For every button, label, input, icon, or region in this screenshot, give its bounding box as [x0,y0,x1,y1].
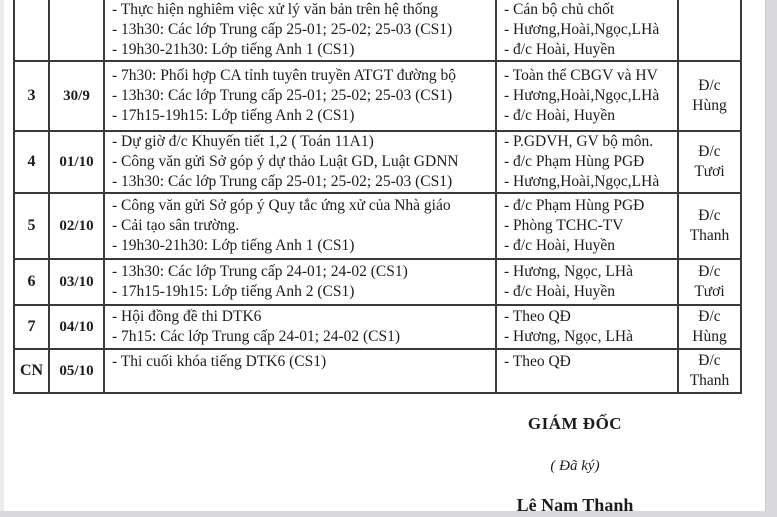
cell-date [49,0,104,61]
activity-line: - Công văn gửi Sở góp ý dự thảo Luật GD, Luật GDNN [112,153,459,170]
in-charge-line: Thanh [689,227,730,244]
participant-line: - đ/c Hoài, Huyền [504,41,616,58]
cell-day-number: CN [14,349,49,393]
participant-line: - P.GDVH, GV bộ môn. [504,133,654,150]
cell-day-number [14,0,49,61]
participant-line: - Hương,Hoài,Ngọc,LHà [504,87,660,104]
activity-line: - Dự giờ đ/c Khuyến tiết 1,2 ( Toán 11A1) [112,133,374,150]
in-charge-line: Đ/c [698,77,721,94]
table-row [14,259,741,305]
weekly-schedule-table [13,0,742,394]
cell-participants [496,259,678,305]
cell-participants [496,193,678,259]
cell-day-number: 7 [14,305,49,349]
in-charge-line: Đ/c [698,263,721,280]
activity-line: - Thực hiện nghiêm việc xử lý văn bản trên hệ thống [112,1,438,18]
cell-person-in-charge [678,193,741,259]
activity-line: - 13h30: Các lớp Trung cấp 24-01; 24-02 (CS1) [112,263,408,280]
cell-participants [496,349,678,393]
in-charge-line: Đ/c [698,308,721,325]
cell-day-number: 4 [14,131,49,193]
cell-activities [104,259,496,305]
activity-line: - 13h30: Các lớp Trung cấp 25-01; 25-02; 25-03 (CS1) [112,173,453,190]
cell-activities [104,0,496,61]
table-row [14,305,741,349]
participant-line: - Hương,Hoài,Ngọc,LHà [504,21,660,38]
participant-line: - Theo QĐ [504,353,571,370]
participant-line: - Toàn thể CBGV và HV [504,67,658,84]
participant-line: - Phòng TCHC-TV [504,217,624,234]
page-edge-left [0,0,4,517]
participant-line: - đ/c Hoài, Huyền [504,283,616,300]
page-edge-right [765,0,777,517]
cell-activities [104,61,496,131]
in-charge-line: Đ/c [698,352,721,369]
cell-date: 05/10 [49,349,104,393]
in-charge-line: Tươi [694,163,725,180]
participant-line: - đ/c Phạm Hùng PGĐ [504,153,645,170]
cell-date: 04/10 [49,305,104,349]
in-charge-line: Đ/c [698,207,721,224]
cell-date: 30/9 [49,61,104,131]
activity-line: - 13h30: Các lớp Trung cấp 25-01; 25-02; 25-03 (CS1) [112,87,453,104]
activity-line: - 17h15-19h15: Lớp tiếng Anh 2 (CS1) [112,283,355,300]
cell-day-number: 5 [14,193,49,259]
cell-participants [496,131,678,193]
participant-line: - Theo QĐ [504,308,571,325]
schedule-table-body [14,0,741,393]
cell-day-number: 6 [14,259,49,305]
cell-activities [104,131,496,193]
participant-line: - Cán bộ chủ chốt [504,1,615,18]
signature-title: GIÁM ĐỐC [527,414,623,433]
cell-activities [104,305,496,349]
cell-date: 03/10 [49,259,104,305]
participant-line: - đ/c Phạm Hùng PGĐ [504,197,645,214]
activity-line: - 13h30: Các lớp Trung cấp 25-01; 25-02; 25-03 (CS1) [112,21,453,38]
activity-line: - Hội đồng đề thi DTK6 [112,308,262,325]
cell-date: 02/10 [49,193,104,259]
cell-participants [496,0,678,61]
table-row [14,131,741,193]
activity-line: - 19h30-21h30: Lớp tiếng Anh 1 (CS1) [112,41,355,58]
in-charge-line: Hùng [692,97,727,114]
participant-line: - Hương, Ngọc, LHà [504,328,633,345]
activity-line: - Thi cuối khóa tiếng DTK6 (CS1) [112,353,327,370]
signature-name: Lê Nam Thanh [516,495,634,515]
participant-line: - Hương,Hoài,Ngọc,LHà [504,173,660,190]
cell-activities [104,193,496,259]
cell-activities [104,349,496,393]
cell-participants [496,61,678,131]
table-row [14,349,741,393]
signature-block [455,414,695,516]
activity-line: - 17h15-19h15: Lớp tiếng Anh 2 (CS1) [112,107,355,124]
in-charge-line: Hùng [692,328,727,345]
participant-line: - Hương, Ngọc, LHà [504,263,633,280]
table-row [14,61,741,131]
cell-person-in-charge [678,131,741,193]
participant-line: - đ/c Hoài, Huyền [504,237,616,254]
signed-note: ( Đã ký) [550,458,600,474]
activity-line: - 7h30: Phối hợp CA tỉnh tuyên truyền ATGT đường bộ [112,67,456,84]
cell-day-number: 3 [14,61,49,131]
in-charge-line: Tươi [694,283,725,300]
in-charge-line: Đ/c [698,143,721,160]
activity-line: - Công văn gửi Sở góp ý Quy tắc ứng xử của Nhà giáo [112,197,451,214]
cell-person-in-charge [678,349,741,393]
table-row [14,193,741,259]
cell-participants [496,305,678,349]
cell-person-in-charge [678,61,741,131]
participant-line: - đ/c Hoài, Huyền [504,107,616,124]
activity-line: - Cải tạo sân trường. [112,217,240,234]
cell-person-in-charge [678,305,741,349]
cell-person-in-charge [678,0,741,61]
cell-date: 01/10 [49,131,104,193]
cell-person-in-charge [678,259,741,305]
table-row [14,0,741,61]
activity-line: - 19h30-21h30: Lớp tiếng Anh 1 (CS1) [112,237,355,254]
in-charge-line: Thanh [689,372,730,389]
activity-line: - 7h15: Các lớp Trung cấp 24-01; 24-02 (CS1) [112,328,401,345]
